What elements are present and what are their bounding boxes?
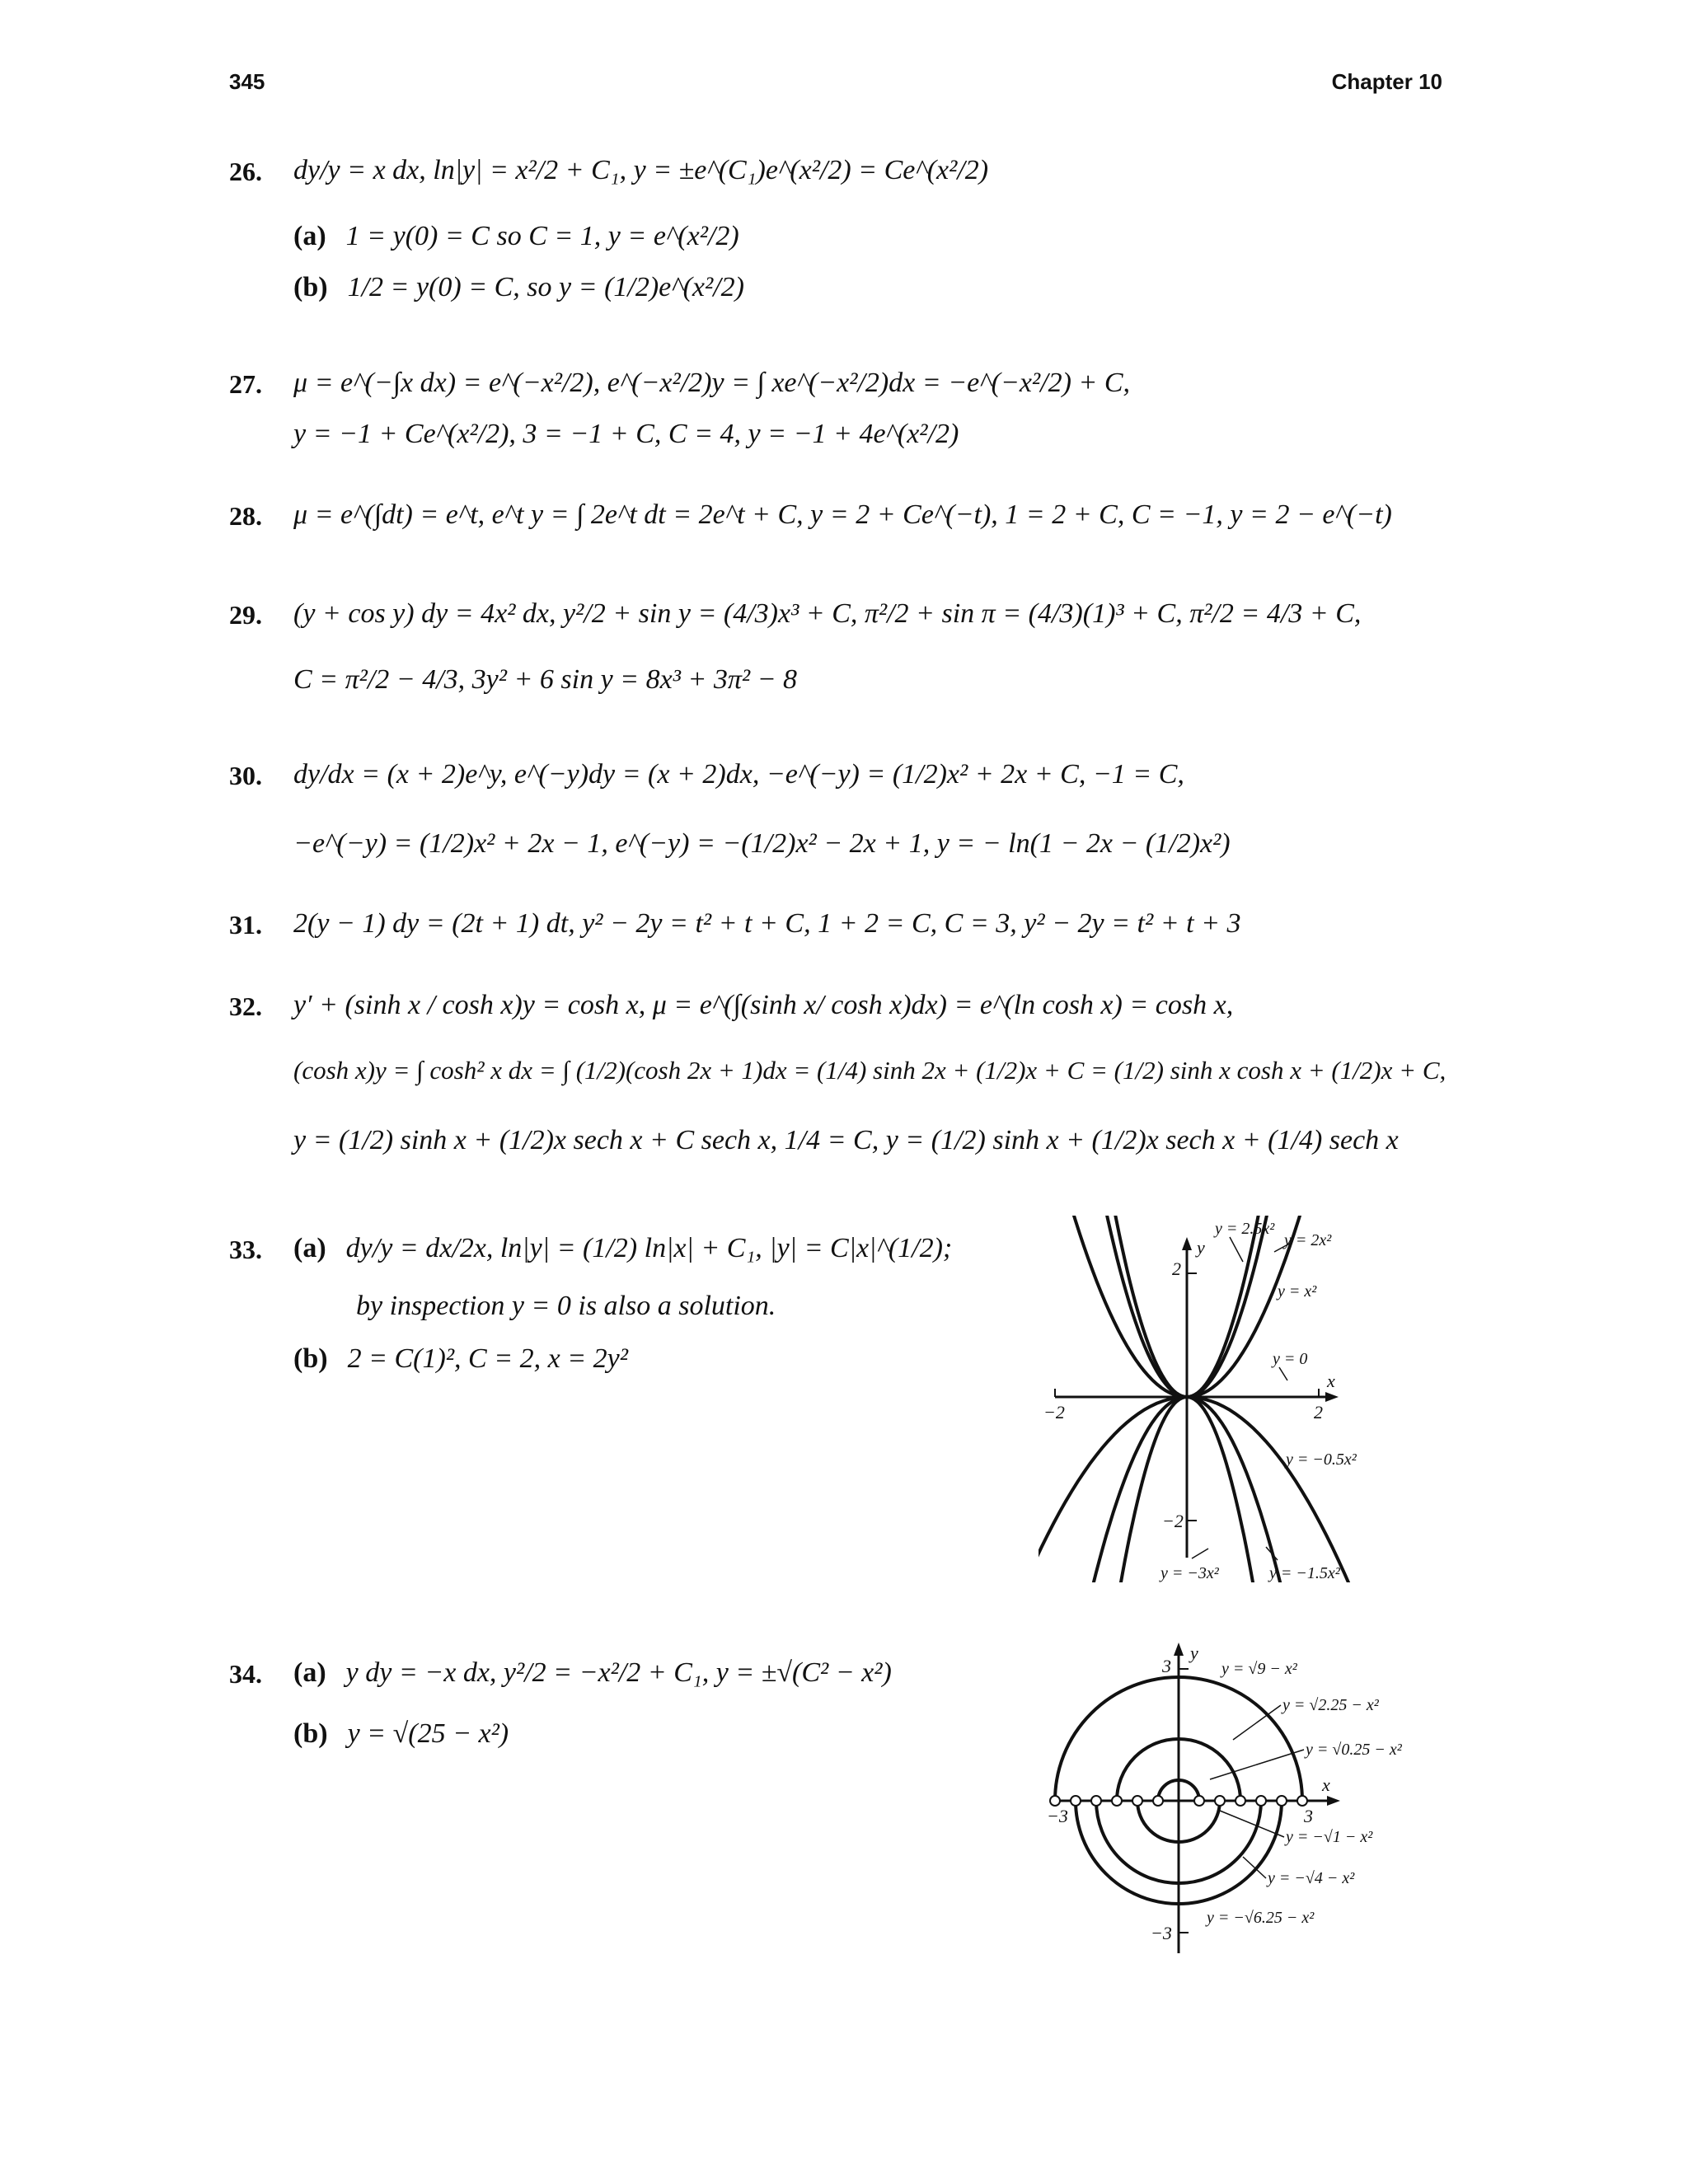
part-b — [293, 1718, 509, 1750]
leader-lines — [1210, 1705, 1304, 1878]
tick-label-y-pos: 3 — [1162, 1656, 1171, 1676]
equation-line: 2 = C(1)², C = 2, x = 2y² — [347, 1343, 628, 1374]
equation-line: y′ + (sinh x / cosh x)y = cosh x, μ = e^(∫(sinh x/ cosh x)dx) = e^(ln cosh x) = cosh x, — [293, 990, 1234, 1020]
x-axis-arrow-icon — [1327, 1796, 1340, 1806]
part-b — [293, 1343, 628, 1375]
y-axis-arrow-icon — [1174, 1643, 1184, 1656]
tick-label-x-pos: 2 — [1314, 1402, 1323, 1422]
tick-label-y-pos: 2 — [1172, 1258, 1181, 1279]
curve-label: y = 2.5x² — [1215, 1220, 1275, 1238]
equation-line: dy/y = x dx, ln|y| = x²/2 + C₁, y = ±e^(C₁)e^(x²/2) = Ce^(x²/2) — [293, 155, 989, 185]
open-endpoint-marker — [1277, 1796, 1287, 1806]
curve-label: y = √9 − x² — [1221, 1660, 1297, 1678]
equation-line: dy/dx = (x + 2)e^y, e^(−y)dy = (x + 2)dx, −e^(−y) = (1/2)x² + 2x + C, −1 = C, — [293, 759, 1184, 790]
open-endpoint-marker — [1215, 1796, 1225, 1806]
problem-number: 34. — [229, 1659, 262, 1689]
curve-label: y = √0.25 − x² — [1306, 1741, 1402, 1759]
curve-label: y = −√4 − x² — [1268, 1869, 1355, 1887]
open-endpoint-marker — [1236, 1796, 1245, 1806]
open-endpoint-marker — [1050, 1796, 1060, 1806]
curve-label: y = 2x² — [1284, 1231, 1332, 1249]
axis-label-y: y — [1190, 1643, 1198, 1663]
axis-label-y: y — [1197, 1237, 1205, 1258]
part-a — [293, 1233, 952, 1264]
open-endpoint-marker — [1091, 1796, 1101, 1806]
tick-label-y-neg: −3 — [1151, 1923, 1172, 1943]
open-endpoint-marker — [1256, 1796, 1266, 1806]
problem-number: 32. — [229, 991, 262, 1021]
problem-number: 31. — [229, 910, 262, 940]
tick-label-y-neg: −2 — [1162, 1511, 1184, 1531]
part-label: (b) — [293, 1343, 328, 1374]
chapter-title: Chapter 10 — [1331, 69, 1442, 94]
equation-line: 1 = y(0) = C so C = 1, y = e^(x²/2) — [345, 221, 739, 251]
curve-label: y = −√6.25 − x² — [1207, 1909, 1315, 1927]
axis-label-x: x — [1322, 1774, 1330, 1795]
part-a — [293, 1657, 892, 1689]
open-endpoint-marker — [1112, 1796, 1122, 1806]
equation-line: y = √(25 − x²) — [347, 1718, 509, 1749]
figure-33 — [1039, 1216, 1409, 1582]
equation-line: (cosh x)y = ∫ cosh² x dx = ∫ (1/2)(cosh 2x + 1)dx = (1/4) sinh 2x + (1/2)x + C = (1/2) sinh x cosh x + (1/2)x + C, — [293, 1056, 1447, 1085]
y-axis-arrow-icon — [1182, 1237, 1192, 1250]
equation-line: C = π²/2 − 4/3, 3y² + 6 sin y = 8x³ + 3π² − 8 — [293, 664, 798, 695]
open-endpoint-marker — [1153, 1796, 1163, 1806]
page-number: 345 — [229, 69, 265, 94]
curve-label: y = x² — [1278, 1282, 1317, 1301]
problem-number: 30. — [229, 761, 262, 790]
curve-label: y = 0 — [1273, 1350, 1308, 1368]
problem-number: 33. — [229, 1235, 262, 1264]
tick-label-x-pos: 3 — [1304, 1806, 1313, 1826]
curve-label: y = −0.5x² — [1286, 1451, 1357, 1469]
figure-33-plot — [1039, 1216, 1409, 1582]
equation-line: 1/2 = y(0) = C, so y = (1/2)e^(x²/2) — [347, 272, 744, 302]
equation-line: −e^(−y) = (1/2)x² + 2x − 1, e^(−y) = −(1/2)x² − 2x + 1, y = − ln(1 − 2x − (1/2)x²) — [293, 828, 1231, 859]
equation-line: (y + cos y) dy = 4x² dx, y²/2 + sin y = (4/3)x³ + C, π²/2 + sin π = (4/3)(1)³ + C, π²/2 = 4/3 + C, — [293, 598, 1362, 629]
part-label: (b) — [293, 272, 328, 302]
open-endpoint-marker — [1297, 1796, 1307, 1806]
curve-label: y = −3x² — [1160, 1564, 1219, 1582]
figure-34 — [1039, 1636, 1451, 1966]
axis-label-x: x — [1327, 1371, 1335, 1391]
figure-34-plot — [1039, 1636, 1451, 1966]
problem-number: 26. — [229, 157, 262, 186]
curve-label: y = −1.5x² — [1269, 1564, 1340, 1582]
part-a-note — [356, 1291, 776, 1322]
open-endpoint-marker — [1132, 1796, 1142, 1806]
equation-line: y = −1 + Ce^(x²/2), 3 = −1 + C, C = 4, y = −1 + 4e^(x²/2) — [293, 419, 959, 449]
tick-label-x-neg: −2 — [1043, 1402, 1065, 1422]
problem-number: 28. — [229, 501, 262, 531]
note-text: by inspection y = 0 is also a solution. — [356, 1291, 776, 1321]
part-label: (a) — [293, 221, 326, 251]
open-endpoint-marker — [1194, 1796, 1204, 1806]
equation-line: y dy = −x dx, y²/2 = −x²/2 + C₁, y = ±√(C² − x²) — [345, 1657, 892, 1688]
equation-line: μ = e^(∫dt) = e^t, e^t y = ∫ 2e^t dt = 2e^t + C, y = 2 + Ce^(−t), 1 = 2 + C, C = −1, y = 2 − e^(−t) — [293, 499, 1392, 530]
part-b — [293, 272, 744, 303]
problem-number: 29. — [229, 600, 262, 630]
equation-line: μ = e^(−∫x dx) = e^(−x²/2), e^(−x²/2)y = ∫ xe^(−x²/2)dx = −e^(−x²/2) + C, — [293, 368, 1131, 398]
problem-number: 27. — [229, 369, 262, 399]
part-label: (b) — [293, 1718, 328, 1749]
open-endpoint-marker — [1071, 1796, 1081, 1806]
part-a — [293, 221, 739, 252]
curve-label: y = √2.25 − x² — [1282, 1696, 1379, 1714]
tick-label-x-neg: −3 — [1047, 1806, 1068, 1826]
solution-curves — [1039, 1216, 1409, 1582]
x-axis-arrow-icon — [1325, 1392, 1339, 1402]
part-label: (a) — [293, 1233, 326, 1263]
equation-line: y = (1/2) sinh x + (1/2)x sech x + C sech x, 1/4 = C, y = (1/2) sinh x + (1/2)x sech x + (1/4) sech x — [293, 1125, 1399, 1155]
equation-line: dy/y = dx/2x, ln|y| = (1/2) ln|x| + C₁, |y| = C|x|^(1/2); — [345, 1233, 953, 1263]
curve-label: y = −√1 − x² — [1286, 1828, 1373, 1846]
part-label: (a) — [293, 1657, 326, 1688]
equation-line: 2(y − 1) dy = (2t + 1) dt, y² − 2y = t² + t + C, 1 + 2 = C, C = 3, y² − 2y = t² + t + 3 — [293, 908, 1241, 939]
